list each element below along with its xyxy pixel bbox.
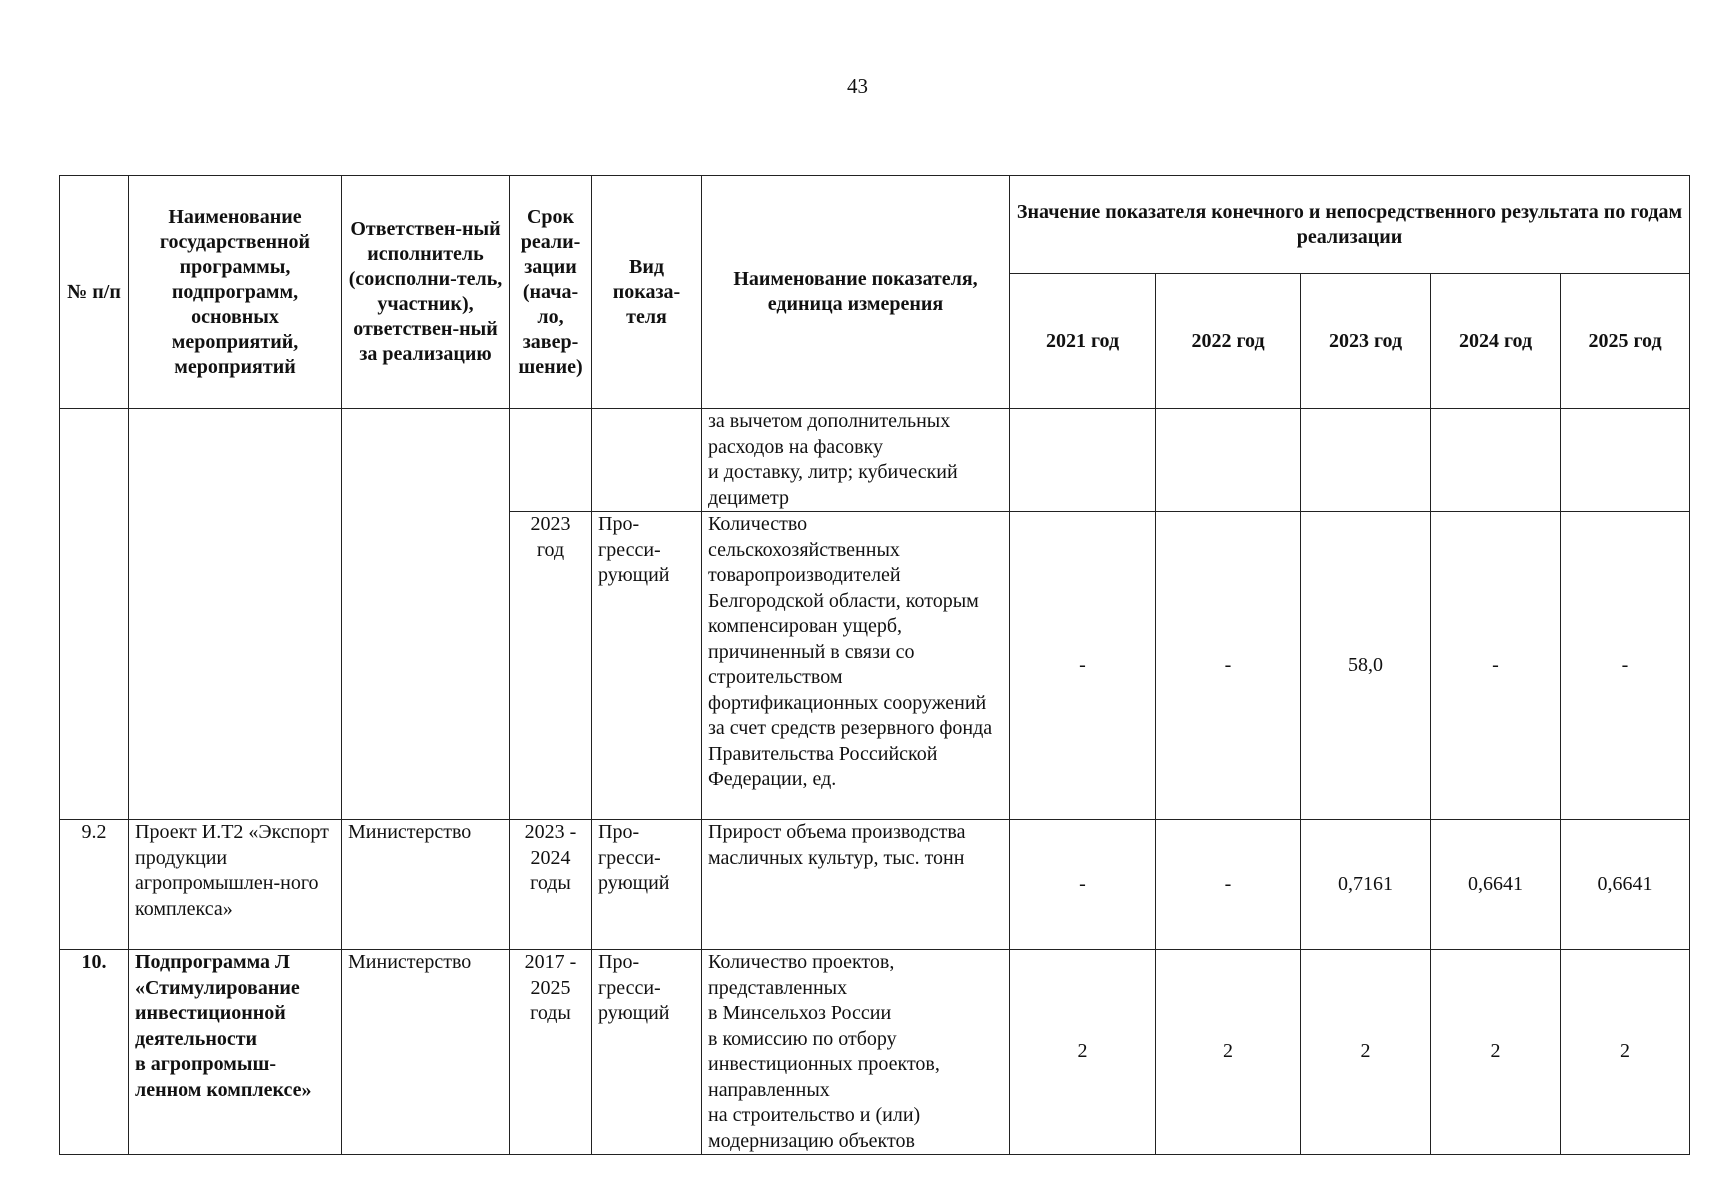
cell-value-2024: 0,6641 [1431, 820, 1561, 950]
cell-value-2021: 2 [1010, 950, 1156, 1155]
cell-num: 9.2 [60, 820, 129, 950]
cell-value-2023: 2 [1301, 950, 1431, 1155]
cell-indicator: Количество сельскохозяйственных товаропроизводителей Белгородской области, которым компенсирован ущерб, причиненный в связи со строительством фортификационных сооружений за счет средств резервного фонда Правительства Российской Федерации, ед. [702, 512, 1010, 820]
cell-value-2023: 58,0 [1301, 512, 1431, 820]
cell-value-2022: 2 [1156, 950, 1301, 1155]
cell-num: 10. [60, 950, 129, 1155]
cell-term: 2023 год [510, 512, 592, 820]
header-year-2023: 2023 год [1301, 274, 1431, 409]
cell-value-2021: - [1010, 820, 1156, 950]
cell-term: 2017 - 2025 годы [510, 950, 592, 1155]
cell-value-2024: 2 [1431, 950, 1561, 1155]
cell-value [1431, 409, 1561, 512]
cell-executor: Министерство [342, 820, 510, 950]
page-number: 43 [847, 74, 868, 98]
cell-indicator: за вычетом дополнительных расходов на фасовку и доставку, литр; кубический дециметр [702, 409, 1010, 512]
cell-kind: Про- гресси- рующий [592, 820, 702, 950]
cell-kind [592, 409, 702, 512]
table-row [60, 820, 1690, 950]
header-num: № п/п [60, 176, 129, 409]
cell-value-2025: 0,6641 [1561, 820, 1690, 950]
cell-kind: Про- гресси- рующий [592, 950, 702, 1155]
cell-value-2023: 0,7161 [1301, 820, 1431, 950]
cell-indicator: Прирост объема производства масличных культур, тыс. тонн [702, 820, 1010, 950]
cell-program: Подпрограмма Л «Стимулирование инвестиционной деятельности в агропромыш-ленном комплексе» [129, 950, 342, 1155]
header-values-group: Значение показателя конечного и непосредственного результата по годам реализации [1010, 176, 1690, 274]
cell-value-2024: - [1431, 512, 1561, 820]
cell-executor: Министерство [342, 950, 510, 1155]
header-kind: Вид показа-теля [592, 176, 702, 409]
cell-program [129, 409, 342, 820]
header-indicator: Наименование показателя, единица измерения [702, 176, 1010, 409]
cell-num [60, 409, 129, 820]
header-term: Срок реали-зации (нача-ло, завер-шение) [510, 176, 592, 409]
cell-value-2022: - [1156, 512, 1301, 820]
header-program: Наименование государственной программы, подпрограмм, основных мероприятий, мероприятий [129, 176, 342, 409]
cell-executor [342, 409, 510, 820]
cell-value [1301, 409, 1431, 512]
cell-program: Проект И.Т2 «Экспорт продукции агропромышлен-ного комплекса» [129, 820, 342, 950]
cell-term: 2023 - 2024 годы [510, 820, 592, 950]
header-year-2024: 2024 год [1431, 274, 1561, 409]
table-row [60, 950, 1690, 1155]
header-year-2022: 2022 год [1156, 274, 1301, 409]
cell-value-2021: - [1010, 512, 1156, 820]
cell-value-2022: - [1156, 820, 1301, 950]
cell-value [1010, 409, 1156, 512]
cell-term [510, 409, 592, 512]
cell-value [1156, 409, 1301, 512]
indicators-table [59, 175, 1690, 1155]
header-executor: Ответствен-ный исполнитель (соисполни-тель, участник), ответствен-ный за реализацию [342, 176, 510, 409]
cell-indicator: Количество проектов, представленных в Минсельхоз России в комиссию по отбору инвестиционных проектов, направленных на строительство и (или) модернизацию объектов [702, 950, 1010, 1155]
cell-kind: Про- гресси- рующий [592, 512, 702, 820]
cell-value [1561, 409, 1690, 512]
header-year-2025: 2025 год [1561, 274, 1690, 409]
cell-value-2025: - [1561, 512, 1690, 820]
header-year-2021: 2021 год [1010, 274, 1156, 409]
cell-value-2025: 2 [1561, 950, 1690, 1155]
table-row [60, 409, 1690, 512]
